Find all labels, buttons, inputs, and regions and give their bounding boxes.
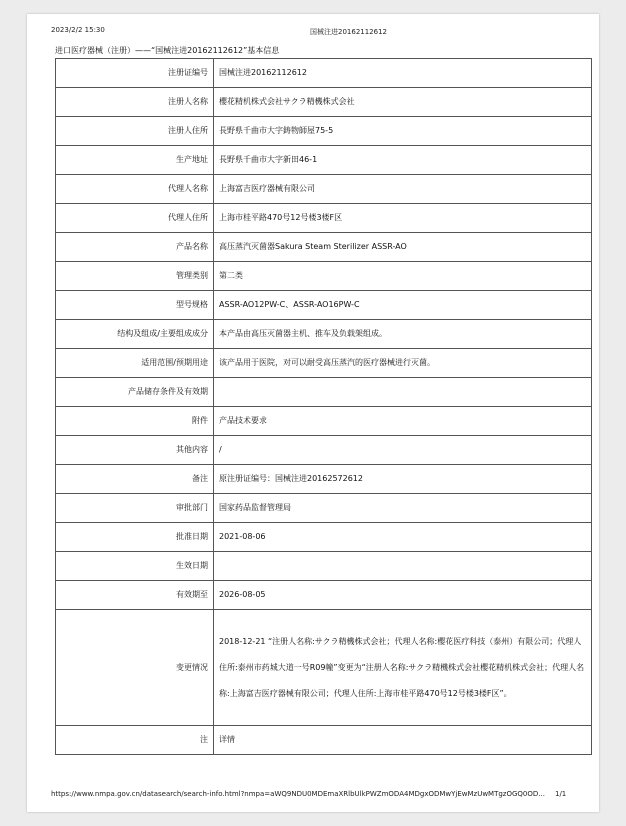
field-value: 产品技术要求	[214, 407, 592, 436]
print-datetime: 2023/2/2 15:30	[51, 26, 105, 34]
table-row	[56, 146, 592, 175]
field-value: 高压蒸汽灭菌器Sakura Steam Sterilizer ASSR-AO	[214, 233, 592, 262]
table-row	[56, 88, 592, 117]
table-row	[56, 349, 592, 378]
field-value: 長野県千曲市大字鋳物師屋75-5	[214, 117, 592, 146]
page-number: 1/1	[555, 790, 567, 798]
field-label: 适用范围/预期用途	[56, 349, 214, 378]
document-page	[27, 14, 599, 812]
details-link[interactable]: 详情	[214, 726, 592, 755]
field-value: 2018-12-21 “注册人名称:サクラ精機株式会社；代理人名称:櫻花医疗科技（泰州）有限公司；代理人住所:泰州市药城大道一号R09幢”变更为“注册人名称:サクラ精機株式会社櫻花精机株式会社；代理人名称:上海富吉医疗器械有限公司；代理人住所:上海市桂平路470号12号楼3楼F区”。	[214, 610, 592, 726]
field-label: 型号规格	[56, 291, 214, 320]
field-label: 审批部门	[56, 494, 214, 523]
field-value: 上海富吉医疗器械有限公司	[214, 175, 592, 204]
field-value: 第二类	[214, 262, 592, 291]
field-label: 备注	[56, 465, 214, 494]
field-label: 管理类别	[56, 262, 214, 291]
table-row	[56, 204, 592, 233]
footer-url: https://www.nmpa.gov.cn/datasearch/search-info.html?nmpa=aWQ9NDU0MDEmaXRlbUlkPWZmODA4MDgxODMwYjEwMzUwMTgzOGQ0OD...	[51, 790, 545, 798]
field-label: 生效日期	[56, 552, 214, 581]
table-row	[56, 407, 592, 436]
field-value: 2021-08-06	[214, 523, 592, 552]
field-label: 注册证编号	[56, 59, 214, 88]
field-label: 注册人住所	[56, 117, 214, 146]
field-label: 附件	[56, 407, 214, 436]
field-value: 上海市桂平路470号12号楼3楼F区	[214, 204, 592, 233]
table-row	[56, 726, 592, 755]
field-value: /	[214, 436, 592, 465]
table-row	[56, 494, 592, 523]
table-row	[56, 523, 592, 552]
field-label: 产品储存条件及有效期	[56, 378, 214, 407]
field-value: 櫻花精机株式会社サクラ精機株式会社	[214, 88, 592, 117]
field-label: 批准日期	[56, 523, 214, 552]
field-label: 变更情况	[56, 610, 214, 726]
registration-info-table	[55, 58, 592, 755]
field-label: 结构及组成/主要组成成分	[56, 320, 214, 349]
field-value	[214, 552, 592, 581]
field-label: 代理人住所	[56, 204, 214, 233]
table-row	[56, 175, 592, 204]
field-label: 产品名称	[56, 233, 214, 262]
field-value: ASSR-AO12PW-C、ASSR-AO16PW-C	[214, 291, 592, 320]
field-value: 国械注进20162112612	[214, 59, 592, 88]
field-value: 本产品由高压灭菌器主机、推车及负载架组成。	[214, 320, 592, 349]
print-header-title: 国械注进20162112612	[310, 28, 387, 36]
field-label: 注	[56, 726, 214, 755]
table-row	[56, 233, 592, 262]
table-row	[56, 436, 592, 465]
table-row	[56, 465, 592, 494]
field-label: 其他内容	[56, 436, 214, 465]
page-title: 进口医疗器械（注册）——“国械注进20162112612”基本信息	[55, 46, 280, 55]
table-row	[56, 291, 592, 320]
table-row	[56, 378, 592, 407]
table-row	[56, 320, 592, 349]
table-row	[56, 117, 592, 146]
field-value: 该产品用于医院，对可以耐受高压蒸汽的医疗器械进行灭菌。	[214, 349, 592, 378]
table-row	[56, 581, 592, 610]
field-value: 原注册证编号：国械注进20162572612	[214, 465, 592, 494]
field-label: 生产地址	[56, 146, 214, 175]
table-row	[56, 59, 592, 88]
field-value: 国家药品监督管理局	[214, 494, 592, 523]
table-row	[56, 610, 592, 726]
field-label: 注册人名称	[56, 88, 214, 117]
field-value: 長野県千曲市大字新田46-1	[214, 146, 592, 175]
table-row	[56, 552, 592, 581]
field-label: 有效期至	[56, 581, 214, 610]
field-value: 2026-08-05	[214, 581, 592, 610]
table-row	[56, 262, 592, 291]
field-value	[214, 378, 592, 407]
field-label: 代理人名称	[56, 175, 214, 204]
